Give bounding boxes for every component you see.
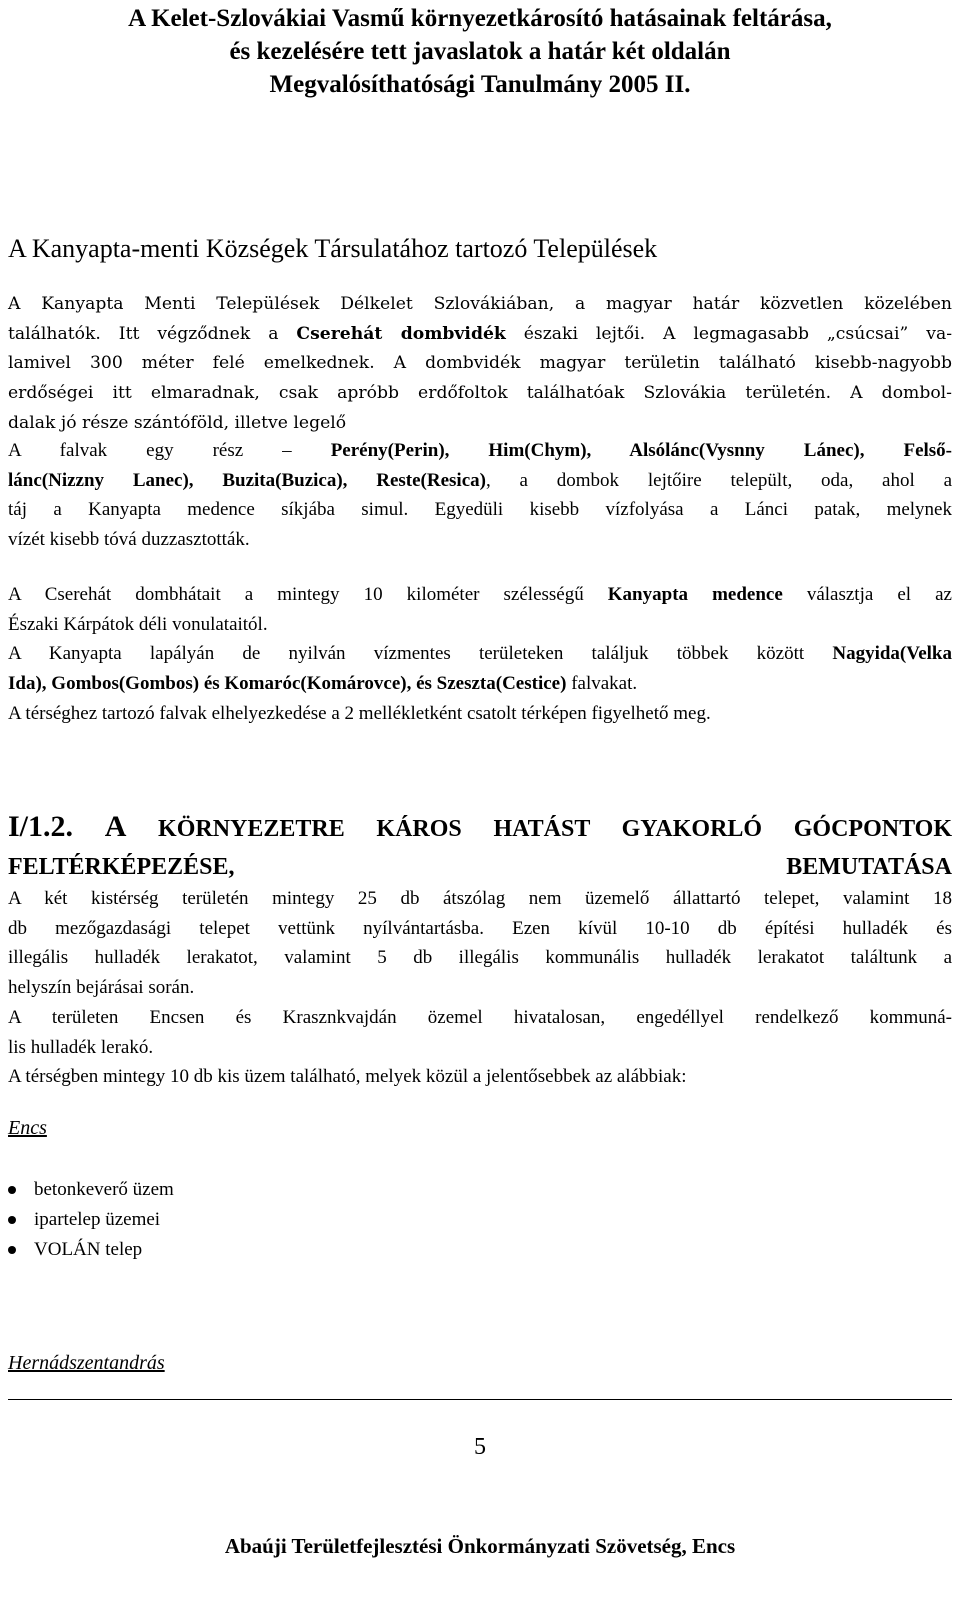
list-item-text: VOLÁN telep [34,1239,143,1260]
p2-line-3: táj a Kanyapta medence síkjába simul. Egyedüli kisebb vízfolyása a Lánci patak, melynek [8,499,952,521]
header-line-3: Megvalósíthatósági Tanulmány 2005 II. [269,71,691,98]
list-item-text: betonkeverő üzem [34,1179,174,1200]
document-header [0,0,960,101]
p4-line-6: lis hulladék lerakó. [8,1036,154,1058]
p3-bold-kanyapta: Kanyapta medence [607,584,783,605]
p1-text: északi lejtői. A legmagasabb „csúcsai” va- [505,323,953,344]
page-number: 5 [474,1434,486,1460]
list-item [8,1205,952,1235]
p3-text: falvakat. [566,673,638,695]
p3-bold-villages: Ida), Gombos(Gombos) és Komaróc(Komárovce), és Szeszta(Cestice) [8,673,567,695]
p1-line-2 [8,320,952,350]
p1-line-4: erdőségei itt elmaradnak, csak apróbb erdőfoltok találhatóak Szlovákia területén. A dombol- [8,383,952,404]
p1-line-3: lamivel 300 méter felé emelkednek. A dombvidék magyar területin található kisebb-nagyobb [8,353,952,374]
p4-line-1: A két kistérség területén mintegy 25 db átszólag nem üzemelő állattartó telepet, valamint 18 [8,888,952,909]
paragraph-kanyapta-intro [8,290,952,439]
p4-line-7: A térségben mintegy 10 db kis üzem található, melyek közül a jelentősebbek az alábbiak: [8,1066,687,1088]
p3-text: választja el az [782,584,952,605]
p4-line-2: db mezőgazdasági telepet vettünk nyílvántartásba. Ezen kívül 10-10 db építési hulladék és [8,917,952,939]
chapter-number: I/1.2. [8,810,74,843]
p3-text: A Kanyapta lapályán de nyilván vízmentes területeken találjuk többek között [8,643,833,665]
bullet-icon [8,1186,16,1194]
list-item [8,1235,952,1265]
chapter-heading [8,808,952,886]
chapter-heading-line-2: FELTÉRKÉPEZÉSE, BEMUTATÁSA [8,854,952,880]
list-item-text: ipartelep üzemei [34,1209,161,1230]
footer-divider [8,1399,952,1400]
p3-line-5: A térséghez tartozó falvak elhelyezkedése a 2 mellékletként csatolt térképen figyelhető meg. [8,702,711,724]
p3-line-4 [8,669,952,699]
p4-line-4: helyszín bejárásai során. [8,977,195,999]
paragraph-villages [8,436,952,555]
section-title: A Kanyapta-menti Községek Társulatához tartozó Települések [8,234,658,263]
p2-text: , a dombok lejtőire települt, oda, ahol a [485,469,952,491]
p1-line-1: A Kanyapta Menti Települések Délkelet Szlovákiában, a magyar határ közvetlen közelében [8,294,952,314]
p1-text: találhatók. Itt végződnek a [8,323,297,344]
p4-line-3: illegális hulladék lerakatot, valamint 5 db illegális kommunális hulladék lerakatot találtunk a [8,947,952,969]
footer-organization: Abaúji Területfejlesztési Önkormányzati Szövetség, Encs [224,1534,736,1558]
encs-list [8,1175,952,1265]
chapter-heading-line-1 [8,808,952,848]
encs-heading [8,1117,952,1140]
header-line-2: és kezelésére tett javaslatok a határ két oldalán [229,38,731,65]
paragraph-sites [8,884,952,1092]
list-item [8,1175,952,1205]
p3-text: A Cserehát dombhátait a mintegy 10 kilométer szélességű [8,584,608,605]
header-line-1: A Kelet-Szlovákiai Vasmű környezetkárosító hatásainak feltárása, [128,5,832,32]
p3-line-3 [8,639,952,669]
chapter-initial: A [104,810,127,843]
p2-line-1 [8,436,952,466]
p4-line-5: A területen Encsen és Krasznkvajdán özemel hivatalosan, engedéllyel rendelkező kommuná- [8,1006,952,1028]
p3-line-2: Északi Kárpátok déli vonulataitól. [8,613,268,635]
p1-bold-cserehat: Cserehát dombvidék [296,323,506,344]
p2-line-4: vízét kisebb tóvá duzzasztották. [8,529,250,551]
bullet-icon [8,1216,16,1224]
p2-bold-villages: Perény(Perin), Him(Chym), Alsólánc(Vysnny Lánec), Felső- [330,440,953,461]
p2-line-2 [8,466,952,496]
paragraph-cserehat [8,580,952,729]
p2-text: A falvak egy rész – [8,440,331,461]
bullet-icon [8,1246,16,1254]
p1-line-5: dalak jó része szántóföld, illetve legelő [8,412,347,433]
hernad-heading-text: Hernádszentandrás [8,1352,165,1374]
encs-heading-text: Encs [8,1117,47,1139]
chapter-title-1: KÖRNYEZETRE KÁROS HATÁST GYAKORLÓ GÓCPONTOK [126,816,953,842]
hernad-heading [8,1352,952,1375]
p3-bold-nagyida: Nagyida(Velka [832,643,952,665]
p3-line-1 [8,580,952,610]
p2-bold-villages-2: lánc(Nizzny Lanec), Buzita(Buzica), Reste(Resica) [8,469,486,491]
